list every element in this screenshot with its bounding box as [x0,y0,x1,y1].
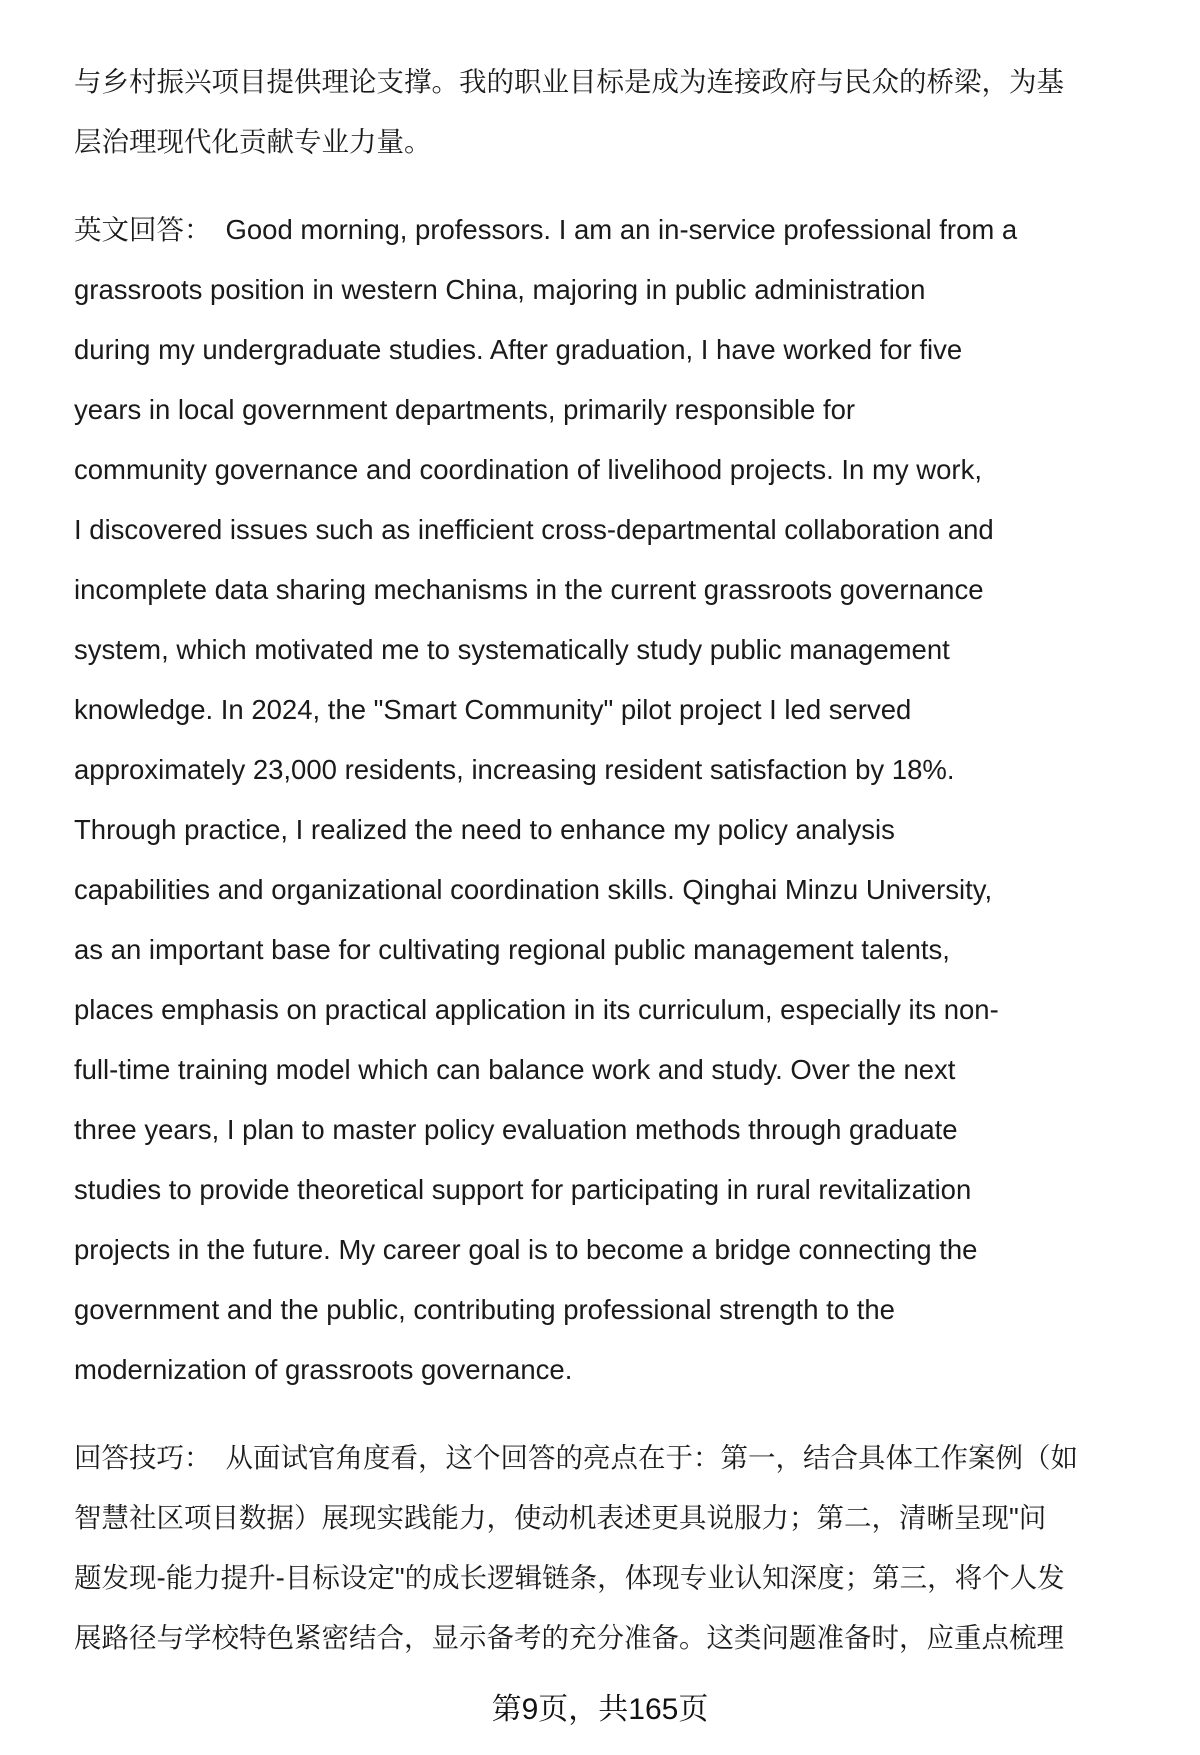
text-line: three years, I plan to master policy evaluation methods through graduate [74,1114,958,1145]
section-label: 回答技巧： [74,1442,212,1473]
text-line: places emphasis on practical application in its curriculum, especially its non- [74,994,999,1025]
text-line: I discovered issues such as inefficient cross-departmental collaboration and [74,514,994,545]
text-line: grassroots position in western China, majoring in public administration [74,274,926,305]
text-line [74,1428,1164,1488]
text-line: studies to provide theoretical support for participating in rural revitalization [74,1174,972,1205]
text-line [74,200,1164,260]
page-number: 第9页，共165页 [491,1693,709,1726]
text-line: community governance and coordination of livelihood projects. In my work, [74,454,982,485]
text-line: 展路径与学校特色紧密结合，显示备考的充分准备。这类问题准备时，应重点梳理 [74,1622,1064,1653]
text-line: Through practice, I realized the need to enhance my policy analysis [74,814,895,845]
text-line: projects in the future. My career goal is to become a bridge connecting the [74,1234,978,1265]
text-span: 从面试官角度看，这个回答的亮点在于：第一，结合具体工作案例（如 [225,1442,1078,1473]
document-page [74,52,1164,1696]
text-line: capabilities and organizational coordination skills. Qinghai Minzu University, [74,874,993,905]
paragraph-english-answer [74,200,1164,1400]
text-line: years in local government departments, primarily responsible for [74,394,856,425]
text-line: knowledge. In 2024, the "Smart Community" pilot project I led served [74,694,912,725]
section-label: 英文回答： [74,214,212,245]
text-line: 题发现-能力提升-目标设定"的成长逻辑链条，体现专业认知深度；第三，将个人发 [74,1562,1065,1593]
paragraph-chinese-answer-end [74,52,1164,172]
text-line: system, which motivated me to systematically study public management [74,634,950,665]
text-line: during my undergraduate studies. After graduation, I have worked for five [74,334,963,365]
text-line: government and the public, contributing professional strength to the [74,1294,895,1325]
text-line: approximately 23,000 residents, increasing resident satisfaction by 18%. [74,754,955,785]
paragraph-answer-tips [74,1428,1164,1668]
text-line: modernization of grassroots governance. [74,1354,573,1385]
text-line: as an important base for cultivating regional public management talents, [74,934,950,965]
text-line: 智慧社区项目数据）展现实践能力，使动机表述更具说服力；第二，清晰呈现"问 [74,1502,1047,1533]
text-line: incomplete data sharing mechanisms in the current grassroots governance [74,574,984,605]
text-span: Good morning, professors. I am an in-service professional from a [225,214,1018,245]
text-line: 与乡村振兴项目提供理论支撑。我的职业目标是成为连接政府与民众的桥梁，为基 [74,66,1064,97]
text-line: full-time training model which can balance work and study. Over the next [74,1054,956,1085]
text-line: 层治理现代化贡献专业力量。 [74,126,432,157]
